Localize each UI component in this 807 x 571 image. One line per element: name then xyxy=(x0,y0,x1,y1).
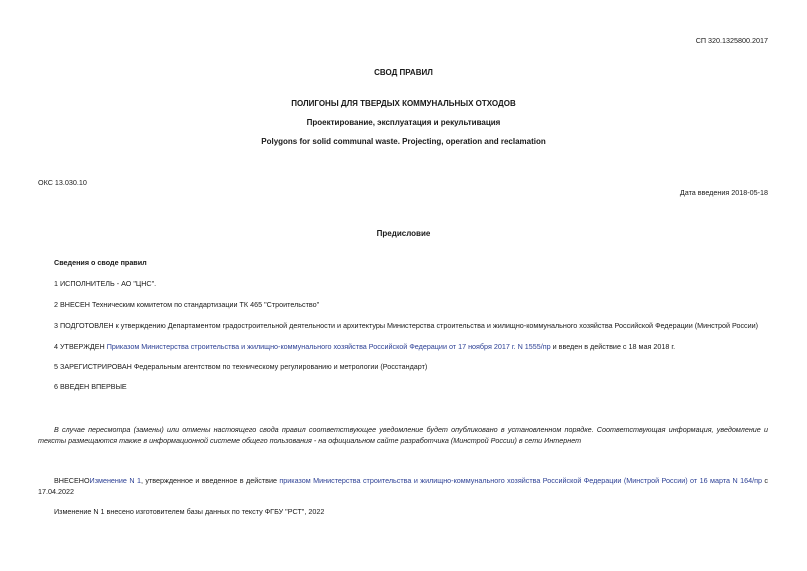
item-3: 3 ПОДГОТОВЛЕН к утверждению Департаментом градостроительной деятельности и архитектуры Министерства строительства и жилищно-коммунального хозяйства Российской Федерации (Минстрой России) xyxy=(54,321,759,330)
amendment-paragraph xyxy=(38,475,768,497)
foreword-title: Предисловие xyxy=(376,229,431,238)
item-1: 1 ИСПОЛНИТЕЛЬ - АО "ЦНС". xyxy=(54,279,157,288)
item-4-suffix: и введен в действие с 18 мая 2018 г. xyxy=(550,342,676,351)
amendment-middle: , утвержденное и введенное в действие xyxy=(140,476,280,485)
document-subtitle: Проектирование, эксплуатация и рекультивация xyxy=(306,118,501,127)
amendment-note: Изменение N 1 внесено изготовителем базы данных по тексту ФГБУ "РСТ", 2022 xyxy=(54,507,325,516)
approval-order-link[interactable]: Приказом Министерства строительства и жилищно-коммунального хозяйства Российской Федерации от 17 ноября 2017 г. N 1555/пр xyxy=(106,342,551,351)
amendment-1-link[interactable]: Изменение N 1 xyxy=(89,476,141,485)
document-heading: СВОД ПРАВИЛ xyxy=(374,68,433,77)
amendment-prefix: ВНЕСЕНО xyxy=(54,476,90,485)
document-title: ПОЛИГОНЫ ДЛЯ ТВЕРДЫХ КОММУНАЛЬНЫХ ОТХОДОВ xyxy=(291,99,516,108)
document-code: СП 320.1325800.2017 xyxy=(695,36,768,45)
item-5: 5 ЗАРЕГИСТРИРОВАН Федеральным агентством по техническому регулированию и метрологии (Росстандарт) xyxy=(54,362,428,371)
amendment-order-link[interactable]: приказом Министерства строительства и жилищно-коммунального хозяйства Российской Федерации (Минстрой России) от 16 марта N 164/пр xyxy=(279,476,762,485)
item-4 xyxy=(54,342,675,351)
item-6: 6 ВВЕДЕН ВПЕРВЫЕ xyxy=(54,382,127,391)
item-4-prefix: 4 УТВЕРЖДЕН xyxy=(54,342,107,351)
oks-code: ОКС 13.030.10 xyxy=(38,178,87,187)
amendment-suffix: с 17.04.2022 xyxy=(38,476,769,496)
info-heading: Сведения о своде правил xyxy=(54,258,147,267)
introduction-date: Дата введения 2018-05-18 xyxy=(679,188,768,197)
notice-paragraph: В случае пересмотра (замены) или отмены настоящего свода правил соответствующее уведомление будет опубликовано в установленном порядке. Соответствующая информация, уведомление и тексты размещаются также в информационной системе общего пользования - на официальном сайте разработчика (Минстрой России) в сети Интернет xyxy=(38,425,768,445)
document-title-english: Polygons for solid communal waste. Projecting, operation and reclamation xyxy=(261,137,546,146)
item-2: 2 ВНЕСЕН Техническим комитетом по стандартизации ТК 465 "Строительство" xyxy=(54,300,320,309)
